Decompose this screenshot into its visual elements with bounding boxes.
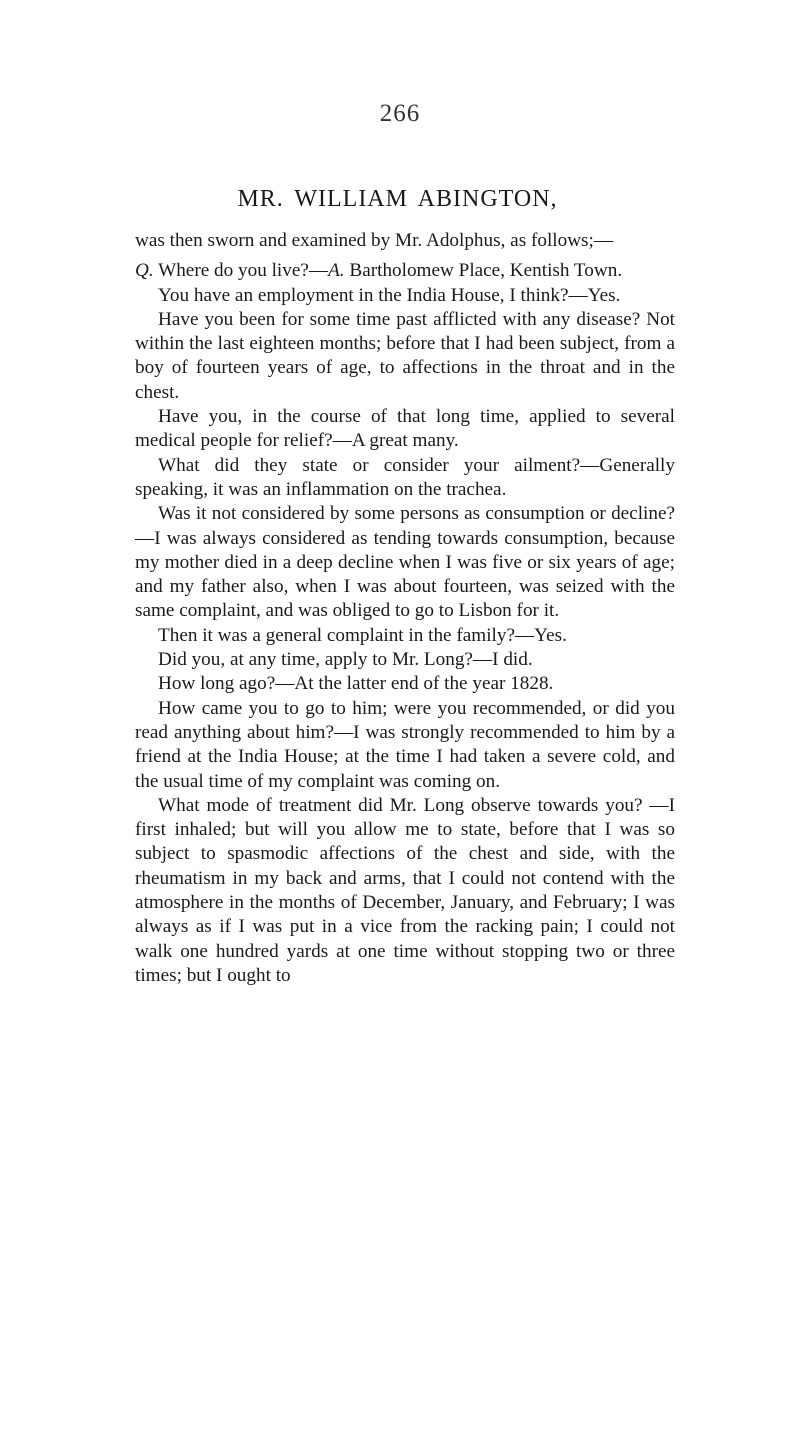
page-number: 266 [379, 100, 421, 127]
paragraph: How came you to go to him; were you recommended, or did you read anything about him?—I was strongly recommended to him by a friend at the India House; at the time I had taken a severe cold, and the usual time of my complaint was coming on. [135, 697, 675, 792]
paragraph: What did they state or consider your ailment?—Generally speaking, it was an inflammation on the trachea. [135, 454, 675, 500]
question-label: Q. [135, 260, 154, 282]
paragraph: Have you been for some time past afflicted with any disease? Not within the last eighteen months; before that I had been subject, from a boy of fourteen years of age, to affections in the throat and in the chest. [135, 308, 675, 403]
answer-text: Bartholomew Place, Kentish Town. [344, 260, 623, 282]
paragraph: Did you, at any time, apply to Mr. Long?—I did. [158, 649, 533, 671]
paragraph: How long ago?—At the latter end of the year 1828. [158, 673, 554, 695]
intro-paragraph: was then sworn and examined by Mr. Adolphus, as follows;— [135, 230, 614, 251]
paragraph: Was it not considered by some persons as consumption or decline?—I was always considered as tending towards consumption, because my mother died in a deep decline when I was five or six years of age; and my father also, when I was about fourteen, was seized with the same complaint, and was obliged to go to Lisbon for it. [135, 503, 675, 622]
paragraph: You have an employment in the India House, I think?—Yes. [158, 284, 621, 306]
witness-heading: MR. WILLIAM ABINGTON, [237, 186, 558, 212]
paragraph: What mode of treatment did Mr. Long observe towards you? —I first inhaled; but will you allow me to state, before that I was so subject to spasmodic affections of the chest and side, with the rheumatism in my back and arms, that I could not contend with the atmosphere in the months of December, January, and February; I was always as if I was put in a vice from the racking pain; I could not walk one hundred yards at one time without stopping two or three times; but I ought to [135, 794, 675, 986]
first-question-paragraph [135, 259, 675, 283]
testimony-body [135, 229, 675, 988]
answer-label: A. [328, 260, 345, 282]
paragraph: Then it was a general complaint in the family?—Yes. [158, 624, 567, 646]
question-text: Where do you live?— [153, 260, 329, 282]
paragraph: Have you, in the course of that long time, applied to several medical people for relief?—A great many. [135, 406, 675, 452]
